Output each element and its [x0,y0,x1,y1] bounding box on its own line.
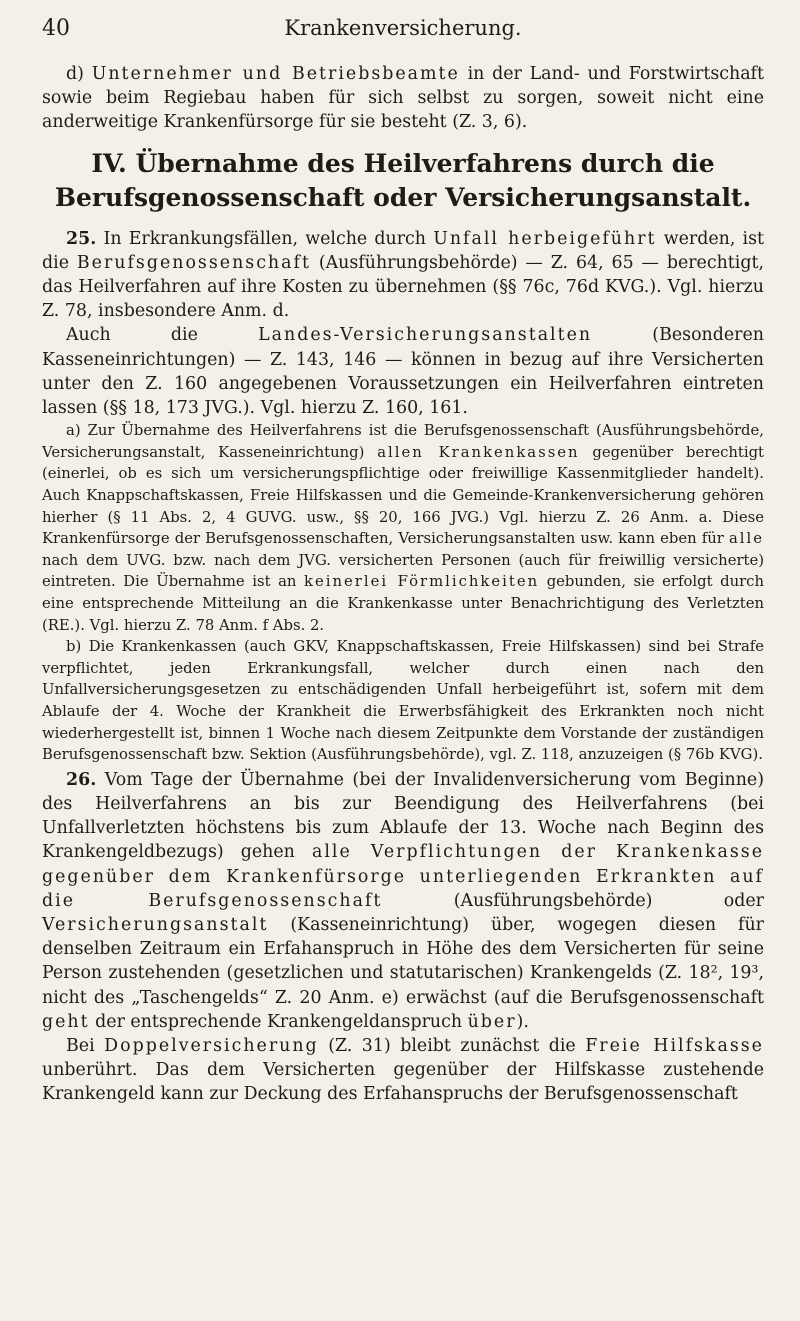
text-run: ). [516,1011,529,1032]
spaced-text: alle Verpflichtungen der Krankenkasse gegenüber dem Krankenfürsorge unterliegenden Erkrankten auf die Berufsgenossenschaft [42,842,764,911]
text-run: Vom Tage der Übernahme (bei der Invalidenversicherung vom Beginne) des Heilverfahrens an bis zur Beendigung des Heilverfahrens (bei Unfallverletzten höchstens bis zum Ablaufe der 13. Woche nach Beginn des Krankengeldbezugs) gehen [42,769,764,863]
spaced-text: keinerlei Förmlichkeiten [304,573,540,591]
paragraph-25 [42,227,764,324]
text-run: a) Zur Übernahme des Heilverfahrens ist die Berufsgenossenschaft (Ausführungsbehörde, Versicherungsanstalt, Kasseneinrichtung) [42,422,764,461]
paragraph-25-continued [42,323,764,420]
text-run: gegenüber berechtigt (einerlei, ob es sich um versicherungspflichtige oder freiwillige Kassenmitglieder handelt). Auch Knappschaftskassen, Freie Hilfskassen und die Gemeinde-Krankenversicherung gehören hierher (§ 11 Abs. 2, 4 GUVG. usw., §§ 20, 166 JVG.) Vgl. hierzu Z. 26 Anm. a. Diese Krankenfürsorge der Berufsgenossenschaften, Versicherungsanstalten usw. kann eben für [42,443,764,548]
text-run: Auch die [66,325,259,346]
text-run: (Kasseneinrichtung) über, wogegen diesen für denselben Zeitraum ein Erfahanspruch in Höhe des dem Versicherten für seine Person zustehenden (gesetzlichen und statutarischen) Krankengelds (Z. 18², 19³, nicht des „Taschengelds“ Z. 20 Anm. e) erwächst (auf die Berufsgenossenschaft [42,914,764,1008]
section-d-heading: Unternehmer und Betriebsbeamte [91,64,460,84]
spaced-text: Unfall herbeigeführt [433,228,657,249]
text-run: In Erkrankungsfällen, welche durch [96,228,434,249]
page-header [42,10,764,50]
spaced-text: Landes-Versicherungsanstalten [258,325,593,346]
text-run: (Besonderen Kasseneinrichtungen) — Z. 143, 146 — können in bezug auf ihre Versicherten unter den Z. 160 angegebenen Voraussetzungen ein Heilverfahren eintreten lassen (§§ 18, 173 JVG.). Vgl. hierzu Z. 160, 161. [42,325,764,419]
note-b: b) Die Krankenkassen (auch GKV, Knappschaftskassen, Freie Hilfskassen) sind bei Strafe verpflichtet, jeden Erkrankungsfall, welcher durch einen nach den Unfallversicherungsgesetzen zu entschädigenden Unfall herbeigeführt ist, sofern mit dem Ablaufe der 4. Woche der Krankheit die Erwerbsfähigkeit des Erkrankten noch nicht wiederhergestellt ist, binnen 1 Woche nach diesem Zeitpunkte dem Vorstande der zuständigen Berufsgenossenschaft bzw. Sektion (Ausführungsbehörde), vgl. Z. 118, anzuzeigen (§ 76b KVG). [42,638,764,764]
section-iv-heading: IV. Übernahme des Heilverfahrens durch die Berufsgenossenschaft oder Versicherungsanstalt. [54,148,752,212]
spaced-text: Versicherungsanstalt [42,914,269,935]
text-run: werden, ist die [42,228,764,273]
spaced-text: alle [728,530,764,548]
text-run: der entsprechende Krankengeldanspruch [89,1011,468,1032]
text-run: unberührt. Das dem Versicherten gegenüber der Hilfskasse zustehende Krankengeld kann zur Deckung des Erfahanspruchs der Berufsgenossenschaft [42,1060,764,1105]
text-run: (Z. 31) bleibt zunächst die [318,1035,586,1056]
paragraph-number: 26. [66,769,97,790]
spaced-text: allen Krankenkassen [377,443,580,461]
spaced-text: Berufsgenossenschaft [76,252,311,273]
text-run: Bei [66,1035,105,1056]
section-d-label: d) [66,64,92,84]
section-d-paragraph [42,62,764,135]
page-number: 40 [42,16,70,41]
spaced-text: Freie Hilfskasse [585,1035,764,1056]
text-run: nach dem UVG. bzw. nach dem JVG. versicherten Personen (auch für freiwillig versicherte) eintreten. Die Übernahme ist an [42,551,764,591]
paragraph-26 [42,768,764,1034]
spaced-text: Doppelversicherung [104,1035,319,1056]
text-run: (Ausführungsbehörde) — Z. 64, 65 — berechtigt, das Heilverfahren auf ihre Kosten zu übernehmen (§§ 76c, 76d KVG.). Vgl. hierzu Z. 78, insbesondere Anm. d. [42,252,764,322]
section-d-text: in der Land- und Forstwirtschaft sowie beim Regiebau haben für sich selbst zu sorgen, soweit nicht eine anderweitige Krankenfürsorge für sie besteht (Z. 3, 6). [42,64,764,133]
body-text [42,62,764,1107]
spaced-text: über [467,1011,517,1032]
spaced-text: geht [42,1011,90,1032]
text-run: gebunden, sie erfolgt durch eine entsprechende Mitteilung an die Krankenkasse unter Benachrichtigung des Verletzten (RE.). Vgl. hierzu Z. 78 Anm. f Abs. 2. [42,573,764,634]
paragraph-26-continued [42,1034,764,1107]
note-a [42,420,764,636]
running-title: Krankenversicherung. [284,16,522,40]
paragraph-number: 25. [66,228,97,249]
text-run: (Ausführungsbehörde) oder [382,890,764,911]
